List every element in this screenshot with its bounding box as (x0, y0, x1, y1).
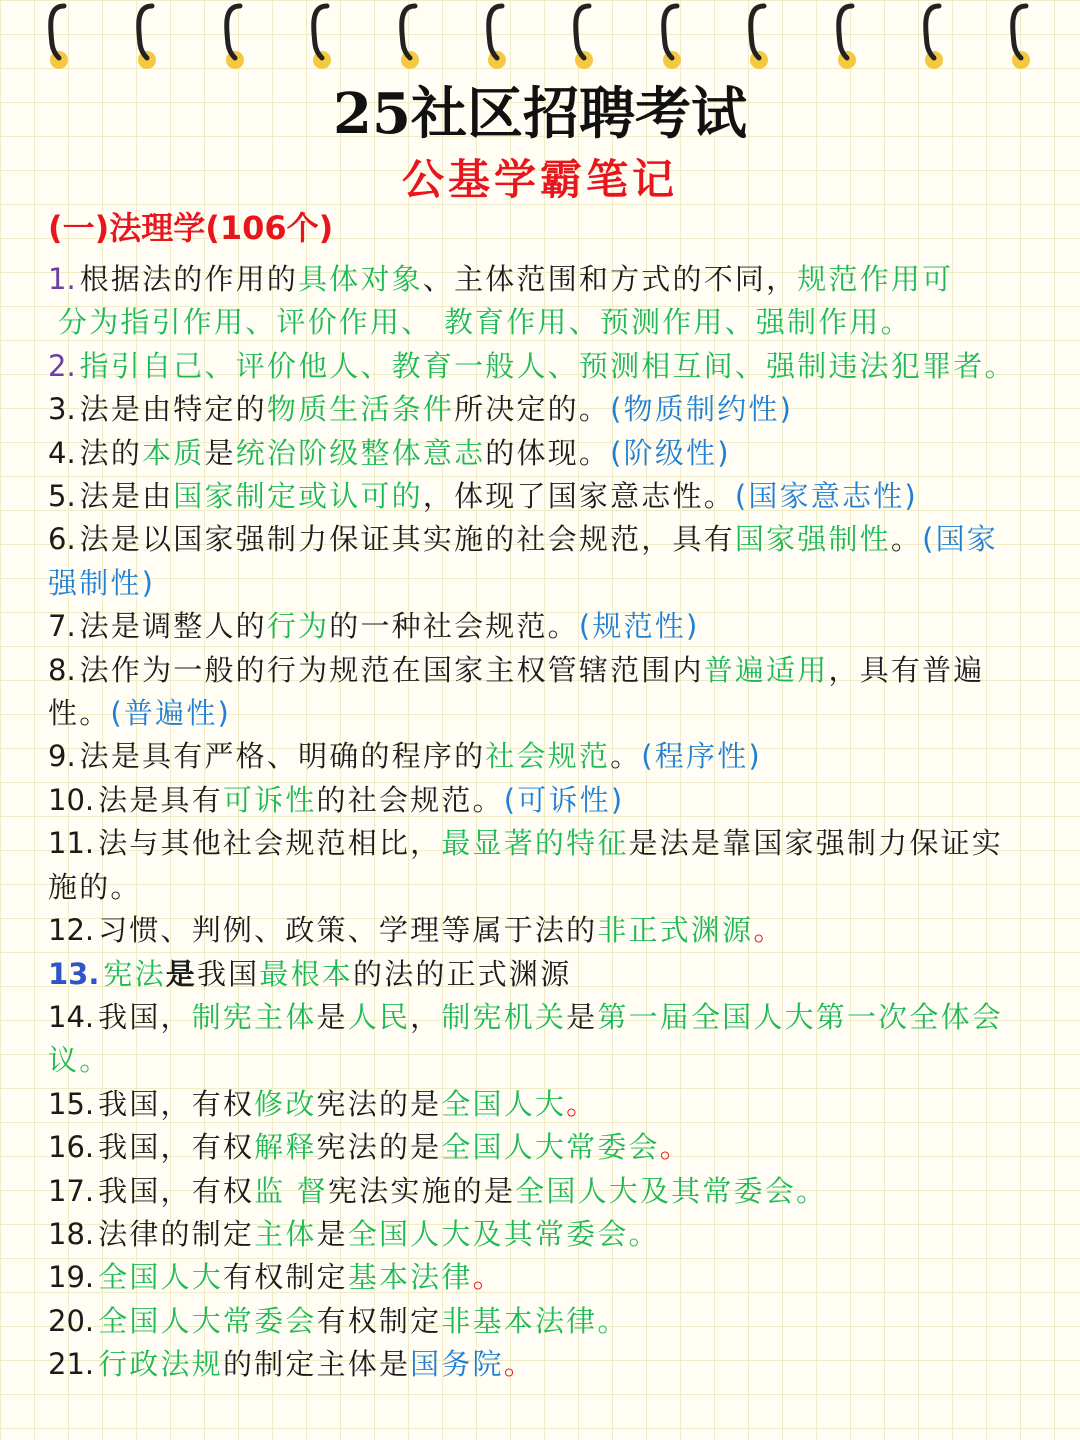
note-highlight: 最根本 (259, 956, 353, 991)
note-text: 有权制定 (316, 1303, 442, 1338)
note-text: 、主体范围和方式的不同， (422, 262, 798, 296)
note-highlight: 最显著的特征 (441, 826, 629, 861)
note-text: 是 (316, 1216, 348, 1251)
note-number: 18. (48, 1216, 95, 1251)
note-number: 7. (48, 609, 76, 644)
note-text: 法作为一般的行为规范在国家主权管辖范围内 (79, 652, 704, 687)
note-text: 是 (316, 999, 348, 1034)
note-text: 我国， (98, 999, 192, 1034)
page-title: 25社区招聘考试 (333, 81, 747, 147)
note-text: ，具有普遍性。 (48, 652, 985, 731)
notebook-spiral-binding (0, 0, 1080, 80)
note-highlight: 社会规范 (485, 739, 611, 774)
spiral-ring-icon (830, 0, 864, 74)
note-text: 法是由特定的 (79, 392, 267, 427)
note-number: 1. (48, 262, 76, 296)
spiral-ring-icon (218, 0, 252, 74)
note-number: 15. (48, 1086, 95, 1121)
note-text: 法是由 (79, 479, 174, 514)
note-number: 19. (48, 1260, 95, 1295)
note-item-10 (48, 779, 1028, 822)
note-highlight: 全国人大及其常委会。 (347, 1216, 660, 1251)
note-item-4 (48, 432, 1028, 475)
note-highlight: 规范作用可 (797, 262, 954, 296)
note-number: 10. (48, 782, 95, 817)
note-highlight: 行为 (266, 609, 330, 644)
note-text: 根据法的作用的 (79, 262, 299, 296)
note-text: 的体现。 (485, 435, 611, 470)
note-number: 11. (48, 826, 95, 861)
note-highlight: 解释 (254, 1130, 317, 1165)
note-highlight: 国家强制性 (734, 522, 891, 557)
note-highlight: 全国人大及其常委会。 (515, 1173, 828, 1208)
note-tag: (物质制约性) (610, 392, 794, 427)
note-highlight: 指引自己、评价他人、教育一般人、预测相互间、强制违法犯罪者。 (79, 348, 1016, 383)
note-item-2 (48, 345, 1028, 388)
note-highlight: 非基本法律。 (441, 1303, 629, 1338)
note-item-18 (48, 1213, 1028, 1256)
note-highlight: 物质生活条件 (266, 392, 455, 427)
note-highlight: 监 督 (254, 1173, 328, 1208)
spiral-ring-icon (742, 0, 776, 74)
note-text: 的社会规范。 (316, 782, 504, 817)
note-period: 。 (566, 1086, 598, 1121)
note-text: ，体现了国家意志性。 (422, 479, 735, 514)
note-highlight: 制宪主体 (191, 999, 317, 1034)
note-period: 。 (503, 1347, 535, 1382)
note-number: 8. (48, 652, 76, 687)
note-highlight: 宪法 (103, 956, 166, 991)
spiral-ring-icon (480, 0, 514, 74)
note-text: 法是调整人的 (79, 609, 267, 644)
note-number: 6. (48, 522, 76, 557)
note-highlight: 统治阶级整体意志 (235, 435, 486, 470)
spiral-ring-icon (305, 0, 339, 74)
note-number: 12. (48, 913, 95, 948)
note-text: 所决定的。 (454, 392, 611, 427)
note-item-13 (48, 953, 1028, 996)
note-text: 宪法的是 (316, 1086, 442, 1121)
note-tag: (国家意志性) (734, 479, 918, 514)
note-highlight: 国家制定或认可的 (173, 479, 423, 514)
note-highlight: 可诉性 (222, 782, 317, 817)
note-highlight: 全国人大 (98, 1260, 223, 1295)
note-item-15 (48, 1083, 1028, 1126)
note-text: 宪法的是 (316, 1130, 442, 1165)
note-period: 。 (659, 1130, 691, 1165)
note-text: 。 (610, 739, 642, 774)
note-period: 。 (753, 913, 785, 948)
note-item-12 (48, 909, 1028, 952)
note-text: 是 (204, 435, 236, 470)
note-item-7 (48, 605, 1028, 648)
note-number: 2. (48, 348, 76, 383)
note-highlight: 修改 (254, 1086, 317, 1121)
note-highlight: 主体 (254, 1216, 317, 1251)
note-highlight: 具体对象 (298, 262, 423, 296)
note-item-11 (48, 822, 1028, 909)
spiral-ring-icon (917, 0, 951, 74)
note-tag: (规范性) (578, 609, 700, 644)
note-highlight: 全国人大常委会 (98, 1303, 317, 1338)
spiral-ring-icon (1004, 0, 1038, 74)
note-item-16 (48, 1126, 1028, 1169)
spiral-ring-icon (567, 0, 601, 74)
note-number: 4. (48, 435, 76, 470)
note-number: 21. (48, 1347, 95, 1382)
note-text: 我国，有权 (98, 1173, 255, 1208)
note-highlight: 行政法规 (98, 1347, 223, 1382)
note-highlight: 分为指引作用、评价作用、 教育作用、预测作用、强制作用。 (58, 305, 912, 340)
note-text: 法是具有 (98, 782, 223, 817)
note-tag: (阶级性) (610, 435, 731, 470)
note-tag: (程序性) (641, 739, 762, 774)
note-item-17 (48, 1170, 1028, 1213)
note-item-9 (48, 735, 1028, 778)
spiral-ring-icon (393, 0, 427, 74)
note-text: 是 (566, 999, 598, 1034)
note-item-8 (48, 649, 1028, 736)
note-number: 20. (48, 1303, 95, 1338)
note-number: 3. (48, 392, 76, 427)
note-item-14 (48, 996, 1028, 1083)
note-highlight: 本质 (142, 435, 205, 470)
note-highlight: 非正式渊源 (597, 913, 754, 948)
note-period: 。 (472, 1260, 504, 1295)
note-text: 的制定主体是 (222, 1347, 411, 1382)
spiral-ring-icon (130, 0, 164, 74)
note-text: 有权制定 (222, 1260, 348, 1295)
note-text: ， (410, 999, 442, 1034)
section-heading: (一)法理学(106个) (48, 209, 334, 247)
note-text: 法的 (79, 435, 143, 470)
note-number: 16. (48, 1130, 95, 1165)
note-number: 13. (48, 956, 100, 991)
note-text: 我国，有权 (98, 1130, 255, 1165)
note-text: 是法是靠国家强制力保证实施的。 (48, 826, 1003, 904)
note-tag: (国家强制性) (48, 522, 999, 600)
note-text: 法与其他社会规范相比， (98, 826, 442, 861)
note-text: 的一种社会规范。 (329, 609, 579, 644)
note-item-5 (48, 475, 1028, 518)
note-text: 是 (165, 956, 197, 991)
note-text: 习惯、判例、政策、学理等属于法的 (98, 913, 598, 948)
note-highlight: 制宪机关 (441, 999, 567, 1034)
note-number: 17. (48, 1173, 95, 1208)
note-highlight: 人民 (347, 999, 411, 1034)
note-tag: (可诉性) (503, 782, 625, 817)
spiral-ring-icon (42, 0, 76, 74)
note-text: 我国，有权 (98, 1086, 255, 1121)
note-item-21 (48, 1343, 1028, 1386)
note-text: 我国 (196, 956, 260, 991)
spiral-ring-icon (655, 0, 689, 74)
note-highlight: 普遍适用 (703, 652, 829, 687)
note-highlight: 基本法律 (347, 1260, 473, 1295)
note-item-3 (48, 388, 1028, 431)
note-highlight: 全国人大 (441, 1086, 567, 1121)
note-highlight: 全国人大常委会 (441, 1130, 660, 1165)
note-tag: (普遍性) (110, 696, 232, 731)
note-item-19 (48, 1256, 1028, 1299)
note-number: 5. (48, 479, 76, 514)
note-text: 宪法实施的是 (327, 1173, 516, 1208)
note-text: 法律的制定 (98, 1216, 255, 1251)
note-number: 9. (48, 739, 76, 774)
note-item-1 (48, 258, 1028, 345)
note-highlight: 第一届全国人大第一次全体会议。 (48, 999, 1003, 1078)
note-item-6 (48, 518, 1028, 605)
note-item-20 (48, 1300, 1028, 1343)
note-text: 法是以国家强制力保证其实施的社会规范，具有 (79, 522, 735, 557)
note-text: 的法的正式渊源 (353, 956, 572, 991)
note-number: 14. (48, 999, 95, 1034)
note-text: 。 (890, 522, 923, 557)
page-subtitle: 公基学霸笔记 (401, 155, 678, 204)
notes-list (48, 258, 1028, 1387)
note-highlight: 国务院 (410, 1347, 504, 1382)
note-text: 法是具有严格、明确的程序的 (79, 739, 486, 774)
